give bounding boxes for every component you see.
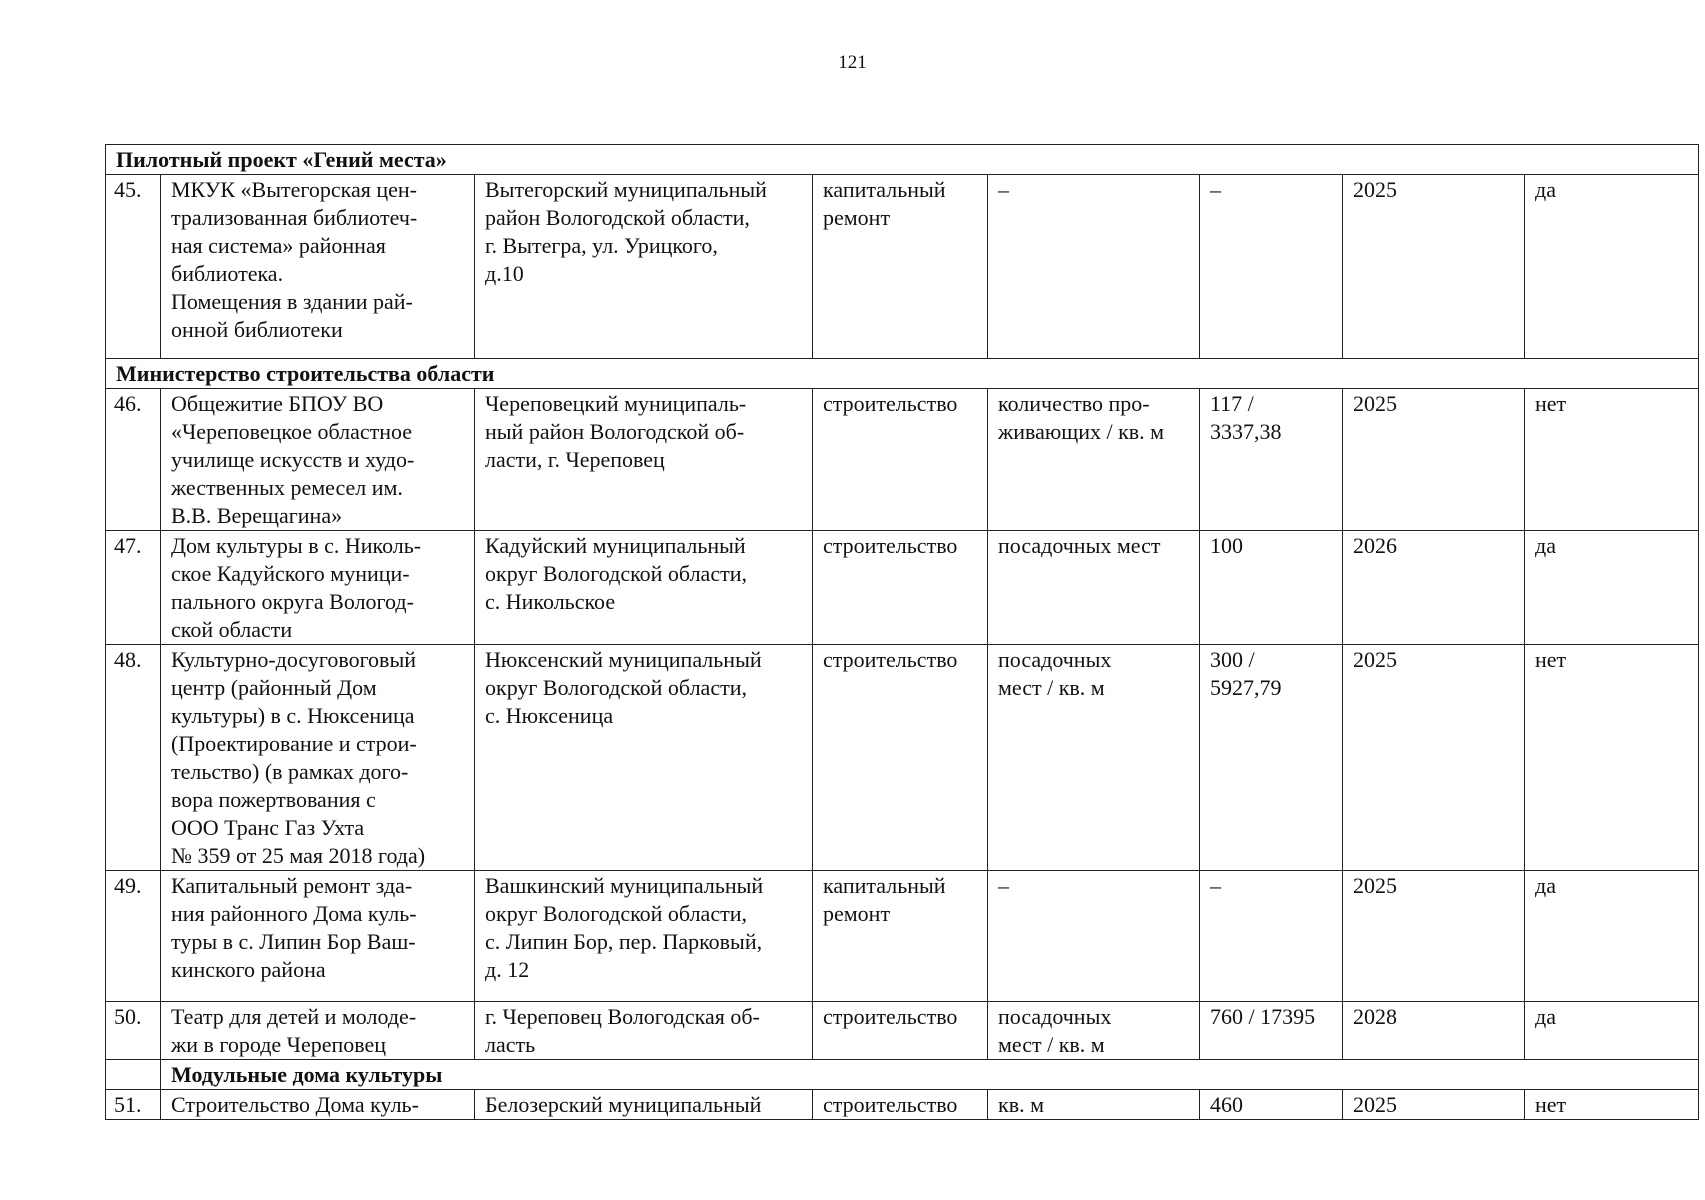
object-name-line: ской области [171,617,293,642]
work-type-line: строительство [823,391,958,416]
object-location-line: Вытегорский муниципальный [485,177,767,202]
work-type [813,645,988,871]
table-row [106,389,1699,531]
capacity-value-line: 760 / 17395 [1210,1004,1316,1029]
object-name-line: МКУК «Вытегорская цен- [171,177,417,202]
capacity-unit [988,531,1200,645]
object-name [161,531,475,645]
capacity-value-line: 3337,38 [1210,419,1282,444]
object-location-line: ный район Вологодской об- [485,419,745,444]
row-number: 46. [106,389,161,531]
work-type-line: строительство [823,647,958,672]
section-header-row [106,145,1699,175]
object-location-line: д. 12 [485,957,530,982]
object-location-line: округ Вологодской области, [485,675,747,700]
capacity-unit [988,175,1200,359]
object-name [161,1002,475,1060]
flag-value: да [1525,871,1699,1002]
object-name-line: библиотека. [171,261,284,286]
flag-value: нет [1525,645,1699,871]
object-name-line: В.В. Верещагина» [171,503,343,528]
work-type-line: ремонт [823,205,891,230]
object-location-line: с. Никольское [485,589,616,614]
work-type-line: строительство [823,1092,958,1117]
capacity-value-line: 5927,79 [1210,675,1282,700]
object-name-line: Культурно-досуговоговый [171,647,416,672]
flag-value: нет [1525,1090,1699,1120]
object-name-line: ское Кадуйского муници- [171,561,410,586]
table-row [106,1002,1699,1060]
table-row [106,531,1699,645]
object-name [161,871,475,1002]
row-number: 50. [106,1002,161,1060]
object-location-line: округ Вологодской области, [485,561,747,586]
work-type-line: строительство [823,533,958,558]
object-location-line: д.10 [485,261,524,286]
capacity-value [1200,871,1343,1002]
capacity-unit-line: – [998,873,1009,898]
object-location-line: Белозерский муниципальный [485,1092,762,1117]
object-location [475,871,813,1002]
work-type [813,389,988,531]
work-type [813,871,988,1002]
object-name-line: культуры) в с. Нюксеница [171,703,415,728]
object-name-line: Капитальный ремонт зда- [171,873,413,898]
capacity-value [1200,389,1343,531]
object-location-line: г. Череповец Вологодская об- [485,1004,760,1029]
object-location-line: ласти, г. Череповец [485,447,665,472]
work-type [813,1090,988,1120]
object-location-line: Нюксенский муниципальный [485,647,762,672]
completion-year: 2025 [1343,871,1525,1002]
object-name-line: трализованная библиотеч- [171,205,418,230]
object-name-line: № 359 от 25 мая 2018 года) [171,843,426,868]
table-body [106,145,1699,1120]
capacity-value-line: – [1210,177,1221,202]
completion-year: 2026 [1343,531,1525,645]
capacity-unit [988,1002,1200,1060]
capacity-unit-line: мест / кв. м [998,1032,1105,1057]
object-name-line: онной библиотеки [171,317,343,342]
capacity-unit-line: мест / кв. м [998,675,1105,700]
completion-year: 2025 [1343,645,1525,871]
object-name-line: Театр для детей и молоде- [171,1004,417,1029]
work-type-line: ремонт [823,901,891,926]
object-name-line: центр (районный Дом [171,675,377,700]
capacity-unit [988,1090,1200,1120]
object-name-line: Дом культуры в с. Николь- [171,533,422,558]
object-location [475,645,813,871]
work-type-line: строительство [823,1004,958,1029]
object-name-line: Общежитие БПОУ ВО [171,391,384,416]
object-name [161,1090,475,1120]
row-number: 45. [106,175,161,359]
object-location-line: ласть [485,1032,536,1057]
section-header-row [106,359,1699,389]
capacity-value [1200,645,1343,871]
table-row [106,1090,1699,1120]
object-location-line: Череповецкий муниципаль- [485,391,747,416]
capacity-unit [988,645,1200,871]
object-location [475,531,813,645]
object-location [475,1002,813,1060]
flag-value: да [1525,175,1699,359]
object-name [161,645,475,871]
table-row [106,645,1699,871]
capacity-unit-line: посадочных [998,647,1112,672]
objects-table [105,144,1699,1120]
row-number: 49. [106,871,161,1002]
object-location [475,175,813,359]
page-number: 121 [838,52,867,73]
flag-value: нет [1525,389,1699,531]
row-number: 51. [106,1090,161,1120]
object-location-line: Кадуйский муниципальный [485,533,746,558]
section-num-cell [106,1060,161,1090]
work-type-line: капитальный [823,177,946,202]
object-name-line: жественных ремесел им. [171,475,403,500]
capacity-unit-line: посадочных мест [998,533,1161,558]
object-name-line: Помещения в здании рай- [171,289,413,314]
capacity-unit-line: живающих / кв. м [998,419,1165,444]
object-name-line: Строительство Дома куль- [171,1092,419,1117]
object-name-line: «Череповецкое областное [171,419,413,444]
object-name-line: ООО Транс Газ Ухта [171,815,365,840]
section-title: Модульные дома культуры [161,1060,1699,1090]
table-row [106,871,1699,1002]
section-title: Пилотный проект «Гений места» [106,145,1699,175]
capacity-unit-line: количество про- [998,391,1150,416]
capacity-unit [988,389,1200,531]
object-location [475,1090,813,1120]
capacity-value-line: – [1210,873,1221,898]
object-name-line: тельство) (в рамках дого- [171,759,409,784]
completion-year: 2025 [1343,389,1525,531]
work-type [813,175,988,359]
object-location-line: район Вологодской области, [485,205,750,230]
capacity-unit [988,871,1200,1002]
object-location-line: с. Липин Бор, пер. Парковый, [485,929,763,954]
section-header-row [106,1060,1699,1090]
capacity-unit-line: – [998,177,1009,202]
object-location-line: с. Нюксеница [485,703,614,728]
object-name-line: жи в городе Череповец [171,1032,387,1057]
completion-year: 2028 [1343,1002,1525,1060]
capacity-value [1200,531,1343,645]
object-name-line: вора пожертвования с [171,787,376,812]
object-name-line: училище искусств и худо- [171,447,415,472]
object-location [475,389,813,531]
completion-year: 2025 [1343,1090,1525,1120]
work-type [813,531,988,645]
object-name [161,175,475,359]
completion-year: 2025 [1343,175,1525,359]
capacity-value-line: 100 [1210,533,1243,558]
object-name [161,389,475,531]
flag-value: да [1525,1002,1699,1060]
work-type-line: капитальный [823,873,946,898]
table-row [106,175,1699,359]
capacity-value-line: 300 / [1210,647,1255,672]
object-location-line: Вашкинский муниципальный [485,873,764,898]
object-name-line: пального округа Вологод- [171,589,414,614]
row-number: 48. [106,645,161,871]
capacity-value [1200,1090,1343,1120]
object-name-line: туры в с. Липин Бор Ваш- [171,929,416,954]
work-type [813,1002,988,1060]
capacity-value-line: 117 / [1210,391,1254,416]
object-name-line: ная система» районная [171,233,386,258]
capacity-value [1200,175,1343,359]
object-location-line: округ Вологодской области, [485,901,747,926]
object-name-line: (Проектирование и строи- [171,731,417,756]
object-name-line: ния районного Дома куль- [171,901,417,926]
row-number: 47. [106,531,161,645]
flag-value: да [1525,531,1699,645]
capacity-unit-line: посадочных [998,1004,1112,1029]
object-name-line: кинского района [171,957,326,982]
object-location-line: г. Вытегра, ул. Урицкого, [485,233,718,258]
capacity-value-line: 460 [1210,1092,1243,1117]
capacity-unit-line: кв. м [998,1092,1044,1117]
capacity-value [1200,1002,1343,1060]
section-title: Министерство строительства области [106,359,1699,389]
